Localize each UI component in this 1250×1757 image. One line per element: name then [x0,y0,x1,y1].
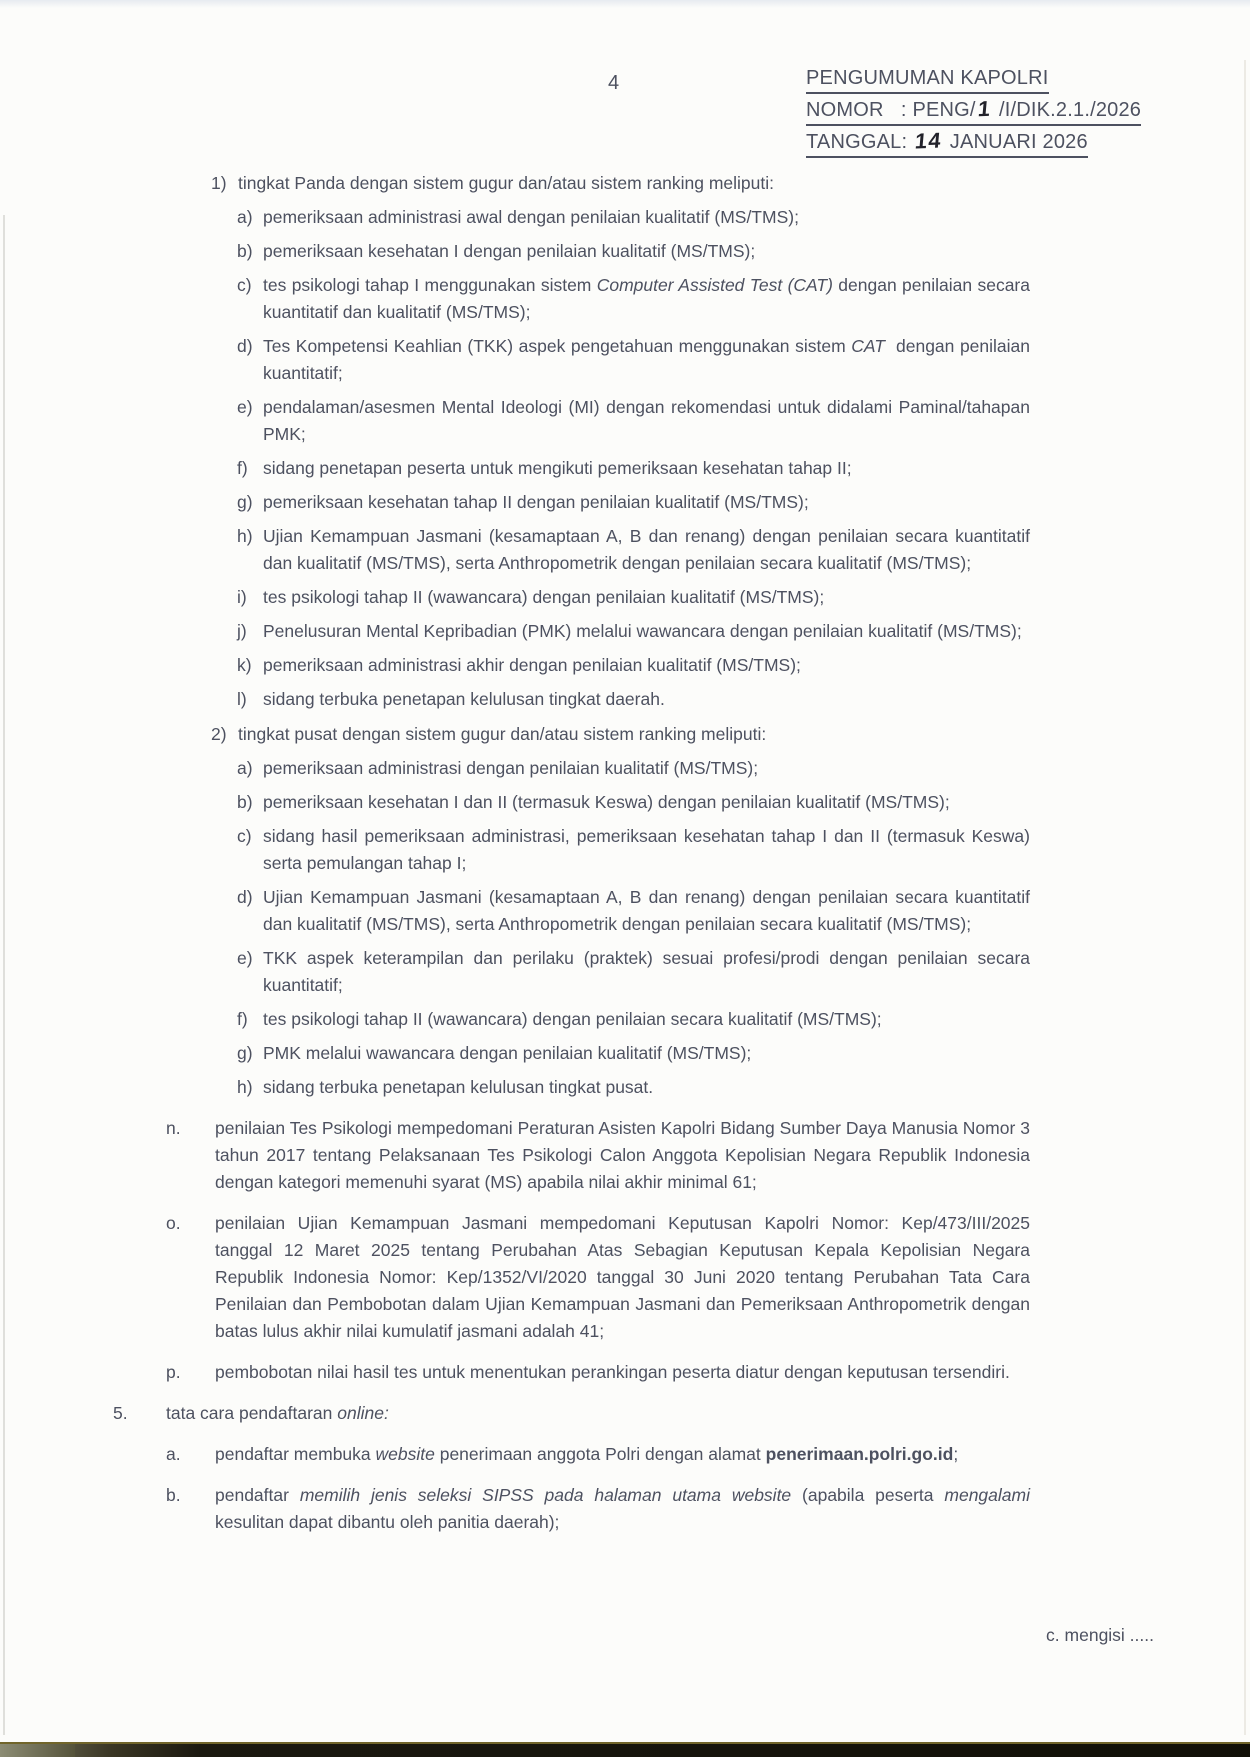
item-marker: d) [237,336,253,356]
list-item [166,1115,1030,1196]
text-run: tata cara pendaftaran [166,1403,338,1423]
item-marker: e) [237,397,253,417]
footer-catchword: c. mengisi ..... [1046,1625,1154,1645]
item-marker: b. [166,1485,181,1505]
item-marker: g) [237,492,253,512]
item-text [263,238,1030,265]
item-text [263,652,1030,679]
item-marker: b) [237,241,253,261]
item-text [215,1359,1030,1386]
item-marker: g) [237,1043,253,1063]
list-item [237,1006,1030,1033]
document-body [0,170,1250,1536]
item-marker: n. [166,1118,181,1138]
header-title [806,66,1049,94]
text-run: ; [953,1444,959,1464]
list-item [211,721,1030,748]
list-item [237,755,1030,782]
list-item [166,1210,1030,1345]
text-run: memilih jenis seleksi SIPSS pada halaman utama website [299,1485,792,1505]
text-run: mengalami [944,1485,1030,1505]
text-run: tingkat pusat dengan sistem gugur dan/atau sistem ranking meliputi: [238,724,767,744]
item-text [263,1040,1030,1067]
list-item [237,489,1030,516]
item-marker: d) [237,887,253,907]
item-text [238,170,1030,197]
text-run: sidang terbuka penetapan kelulusan tingkat daerah. [263,689,665,709]
text-run: Tes Kompetensi Keahlian (TKK) aspek pengetahuan menggunakan sistem [263,336,852,356]
item-marker: h) [237,1077,253,1097]
list-item [237,584,1030,611]
item-marker: 2) [211,724,227,744]
item-marker: a) [237,207,253,227]
item-marker: 1) [211,173,227,193]
list-item [113,1400,1030,1427]
item-text [263,333,1030,387]
handwritten-number: 1 [976,95,993,122]
text-run: sidang terbuka penetapan kelulusan tingkat pusat. [263,1077,654,1097]
item-text [215,1482,1030,1536]
item-marker: c) [237,826,252,846]
text-run: tes psikologi tahap II (wawancara) dengan penilaian kualitatif (MS/TMS); [263,587,825,607]
text-run: TANGGAL: [806,131,914,153]
page-number: 4 [608,72,620,94]
text-run: (apabila peserta [791,1485,945,1505]
text-run: pemeriksaan administrasi akhir dengan penilaian kualitatif (MS/TMS); [263,655,801,675]
list-item [237,789,1030,816]
list-item [166,1441,1030,1468]
list-item [237,394,1030,448]
text-run: pendaftar [215,1485,300,1505]
list-item [237,652,1030,679]
item-text [263,1006,1030,1033]
handwritten-number: 14 [913,127,944,154]
list-item [237,333,1030,387]
list-item [237,823,1030,877]
text-run: TKK aspek keterampilan dan perilaku (praktek) sesuai profesi/prodi dengan penilaian secara kuantitatif; [263,948,1030,995]
list-item [237,945,1030,999]
text-run: Ujian Kemampuan Jasmani (kesamaptaan A, B dan renang) dengan penilaian secara kuantitatif dan kualitatif (MS/TMS), serta Anthropometrik dengan penilaian secara kualitatif (MS/TMS); [263,887,1030,934]
item-text [166,1400,1030,1427]
text-run: website [375,1444,435,1464]
text-run: Penelusuran Mental Kepribadian (PMK) melalui wawancara dengan penilaian kualitatif (MS/TMS); [263,621,1022,641]
list-item [166,1482,1030,1536]
text-run: pemeriksaan administrasi dengan penilaian kualitatif (MS/TMS); [263,758,759,778]
text-run: penilaian Tes Psikologi mempedomani Peraturan Asisten Kapolri Bidang Sumber Daya Manusia Nomor 3 tahun 2017 tentang Pelaksanaan Tes Psikologi Calon Anggota Kepolisian Negara Republik Indonesia dengan kategori memenuhi syarat (MS) apabila nilai akhir minimal 61; [215,1118,1030,1192]
item-text [263,1074,1030,1101]
item-text [215,1441,1030,1468]
list-item [237,884,1030,938]
item-marker: b) [237,792,253,812]
text-run: Computer Assisted Test (CAT) [596,275,833,295]
text-run: penerimaan anggota Polri dengan alamat [434,1444,766,1464]
text-run: sidang hasil pemeriksaan administrasi, pemeriksaan kesehatan tahap I dan II (termasuk Keswa) serta pemulangan tahap I; [263,826,1030,873]
item-text [263,789,1030,816]
list-item [211,170,1030,197]
text-run: dengan penilaian kuantitatif; [263,336,1031,383]
text-run: sidang penetapan peserta untuk mengikuti pemeriksaan kesehatan tahap II; [263,458,852,478]
item-text [263,823,1030,877]
list-item [237,523,1030,577]
text-run: penilaian Ujian Kemampuan Jasmani mempedomani Keputusan Kapolri Nomor: Kep/473/III/2025 tanggal 12 Maret 2025 tentang Perubahan Atas Sebagian Keputusan Kepala Kepolisian Negara Republik Indonesia Nomor: Kep/1352/VI/2020 tanggal 30 Juni 2020 tentang Perubahan Tata Cara Penilaian dan Pembobotan dalam Ujian Kemampuan Jasmani dan Pemeriksaan Anthropometrik dengan batas lulus akhir nilai kumulatif jasmani adalah 41; [215,1213,1030,1341]
item-marker: 5. [113,1403,128,1423]
list-item [237,1040,1030,1067]
item-marker: c) [237,275,252,295]
text-run: pemeriksaan kesehatan tahap II dengan penilaian kualitatif (MS/TMS); [263,492,809,512]
item-marker: e) [237,948,253,968]
item-marker: l) [237,689,247,709]
text-run: tes psikologi tahap I menggunakan sistem [263,275,597,295]
text-run: tingkat Panda dengan sistem gugur dan/atau sistem ranking meliputi: [238,173,775,193]
item-text [263,618,1030,645]
item-text [238,721,1030,748]
text-run: Ujian Kemampuan Jasmani (kesamaptaan A, B dan renang) dengan penilaian secara kuantitatif dan kualitatif (MS/TMS), serta Anthropometrik dengan penilaian secara kualitatif (MS/TMS); [263,526,1030,573]
text-run: pemeriksaan kesehatan I dengan penilaian kualitatif (MS/TMS); [263,241,756,261]
list-item [237,455,1030,482]
item-text [263,945,1030,999]
text-run: dengan penilaian secara kuantitatif dan kualitatif (MS/TMS); [263,275,1030,322]
item-marker: a) [237,758,253,778]
text-run: penerimaan.polri.go.id [765,1444,954,1464]
item-marker: o. [166,1213,181,1233]
item-text [263,204,1030,231]
list-item [237,1074,1030,1101]
item-marker: j) [237,621,247,641]
list-item [237,204,1030,231]
text-run: pembobotan nilai hasil tes untuk menentukan perankingan peserta diatur dengan keputusan tersendiri. [215,1362,1010,1382]
text-run: online: [337,1403,389,1423]
item-text [263,755,1030,782]
item-text [263,272,1030,326]
item-marker: f) [237,458,248,478]
item-text [215,1115,1030,1196]
text-run: NOMOR : PENG/ [806,99,976,121]
item-marker: k) [237,655,252,675]
list-item [237,238,1030,265]
item-text [263,686,1030,713]
item-text [263,884,1030,938]
scan-artifact-bottom-band [0,1742,1250,1757]
item-text [263,489,1030,516]
item-text [215,1210,1030,1345]
item-marker: p. [166,1362,181,1382]
text-run: PENGUMUMAN KAPOLRI [806,67,1049,89]
text-run: PMK melalui wawancara dengan penilaian kualitatif (MS/TMS); [263,1043,752,1063]
document-header [806,66,1141,161]
header-tanggal-line [806,129,1088,158]
text-run: /I/DIK.2.1./2026 [993,99,1142,121]
list-item [237,686,1030,713]
item-marker: h) [237,526,253,546]
text-run: kesulitan dapat dibantu oleh panitia daerah); [215,1512,560,1532]
item-text [263,394,1030,448]
list-item [237,618,1030,645]
item-marker: f) [237,1009,248,1029]
list-item [166,1359,1030,1386]
text-run: pendalaman/asesmen Mental Ideologi (MI) dengan rekomendasi untuk didalami Paminal/tahapan PMK; [263,397,1030,444]
item-marker: a. [166,1444,181,1464]
item-text [263,455,1030,482]
list-item [237,272,1030,326]
item-marker: i) [237,587,247,607]
item-text [263,584,1030,611]
text-run: pemeriksaan administrasi awal dengan penilaian kualitatif (MS/TMS); [263,207,799,227]
header-nomor-line [806,97,1141,126]
scan-artifact-top-edge [0,0,1250,8]
text-run: tes psikologi tahap II (wawancara) dengan penilaian secara kualitatif (MS/TMS); [263,1009,882,1029]
text-run: pendaftar membuka [215,1444,376,1464]
text-run: JANUARI 2026 [944,131,1088,153]
text-run: CAT [851,336,885,356]
text-run: pemeriksaan kesehatan I dan II (termasuk Keswa) dengan penilaian kualitatif (MS/TMS); [263,792,950,812]
item-text [263,523,1030,577]
